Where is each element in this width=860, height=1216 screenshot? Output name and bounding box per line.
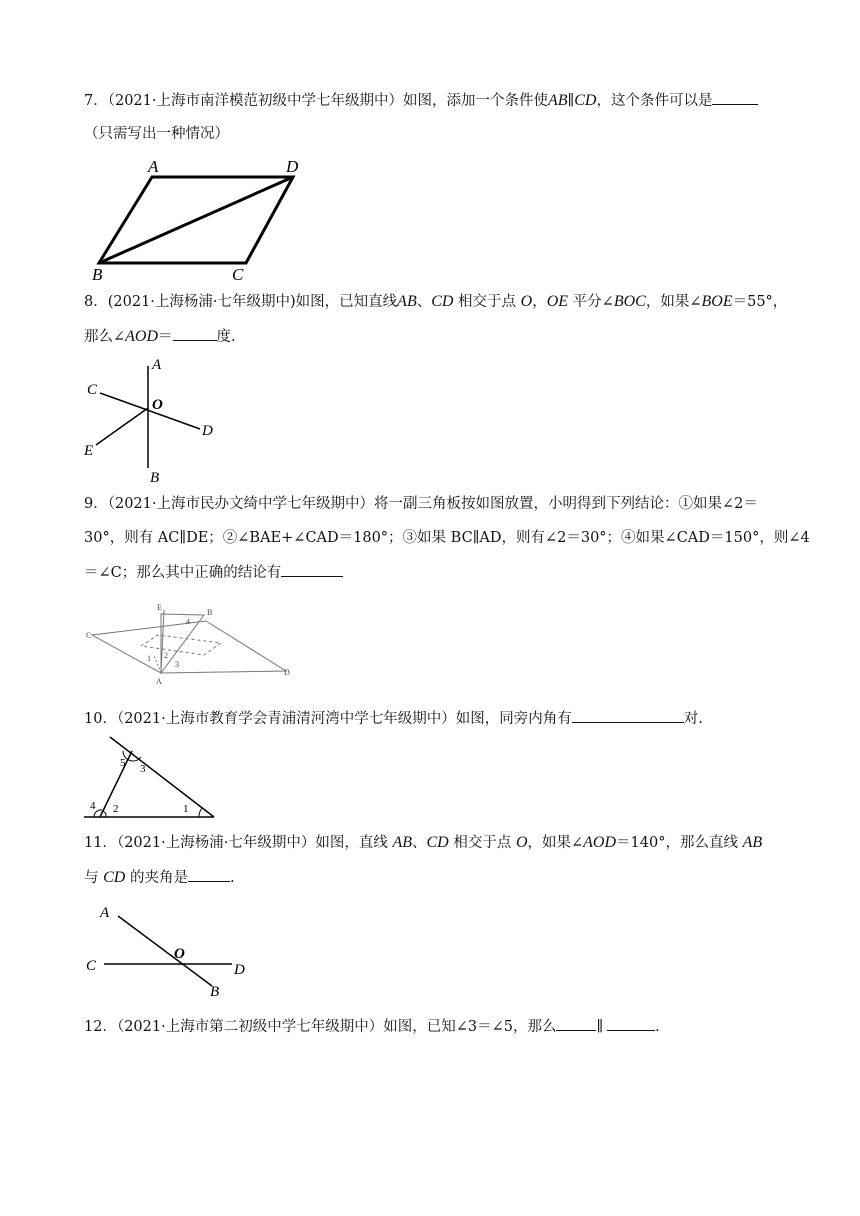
q12-answer-blank-1[interactable] xyxy=(556,1016,596,1031)
q11-line1: 11．（2021·上海杨浦·七年级期中）如图，直线 AB、CD 相交于点 O，如果∠AOD＝140°，那么直线 AB xyxy=(84,834,763,851)
q8-label-c: C xyxy=(87,382,98,398)
q9-line3: ＝∠C；那么其中正确的结论有 xyxy=(84,562,343,583)
q7-line1: 7．（2021·上海市南洋模范初级中学七年级期中）如图，添加一个条件使AB∥CD，这个条件可以是 xyxy=(84,90,758,111)
q8-figure xyxy=(82,356,232,486)
q7-answer-blank[interactable] xyxy=(712,90,758,105)
q7-label-c: C xyxy=(232,265,244,284)
q9-line1: 9．（2021·上海市民办文绮中学七年级期中）将一副三角板按如图放置，小明得到下列结论：①如果∠2＝ xyxy=(84,496,758,512)
q10-label-4: 4 xyxy=(90,800,96,812)
q8-answer-blank[interactable] xyxy=(173,326,217,341)
q7-label-b: B xyxy=(92,265,103,284)
q11-answer-blank[interactable] xyxy=(188,867,230,882)
q9-label-1: 1 xyxy=(147,654,151,663)
q9-label-b: B xyxy=(207,608,213,617)
q10-label-2: 2 xyxy=(113,803,119,815)
q10-label-5: 5 xyxy=(120,757,126,769)
q12-answer-blank-2[interactable] xyxy=(607,1016,655,1031)
q11-label-c: C xyxy=(86,958,97,974)
q11-label-o: O xyxy=(174,946,185,962)
q10-label-3: 3 xyxy=(140,763,146,775)
q11-line2: 与 CD 的夹角是 . xyxy=(84,869,235,886)
q7-label-d: D xyxy=(286,157,299,176)
q8-label-d: D xyxy=(202,423,213,439)
q11-figure xyxy=(84,898,254,998)
q8-line2: 那么∠AOD＝ 度. xyxy=(84,328,236,345)
q12-line1: 12．（2021·上海市第二初级中学七年级期中）如图，已知∠3＝∠5，那么 ∥ . xyxy=(84,1016,660,1037)
q9-label-d: D xyxy=(284,668,290,677)
q9-answer-blank[interactable] xyxy=(281,562,343,577)
q11-label-b: B xyxy=(210,984,220,1000)
q11-label-a: A xyxy=(100,905,110,921)
q10-figure xyxy=(84,737,224,823)
q10-line1: 10．（2021·上海市教育学会青浦清河湾中学七年级期中）如图，同旁内角有 对. xyxy=(84,708,703,729)
q7-label-a: A xyxy=(148,157,159,176)
q9-label-a: A xyxy=(156,677,162,686)
q8-label-a: A xyxy=(152,357,162,373)
q8-label-b: B xyxy=(150,470,160,486)
q9-label-c: C xyxy=(86,631,92,640)
q8-line1: 8．(2021·上海杨浦·七年级期中)如图，已知直线AB、CD 相交于点 O，OE 平分∠BOC，如果∠BOE＝55°， xyxy=(84,293,788,310)
q8-label-o: O xyxy=(152,397,163,413)
q7-line2: （只需写出一种情况） xyxy=(84,126,229,142)
q9-line2: 30°，则有 AC∥DE；②∠BAE+∠CAD＝180°；③如果 BC∥AD，则有∠2＝30°；④如果∠CAD＝150°，则∠4 xyxy=(84,530,810,546)
q10-label-1: 1 xyxy=(183,803,189,815)
q9-label-2: 2 xyxy=(164,651,168,660)
q9-label-3: 3 xyxy=(175,660,179,669)
q9-figure xyxy=(86,600,296,686)
q7-figure xyxy=(90,155,320,284)
q9-label-e: E xyxy=(157,603,162,612)
q9-label-4: 4 xyxy=(186,617,190,626)
q11-label-d: D xyxy=(234,962,245,978)
q10-answer-blank[interactable] xyxy=(572,708,684,723)
q8-label-e: E xyxy=(84,443,94,459)
